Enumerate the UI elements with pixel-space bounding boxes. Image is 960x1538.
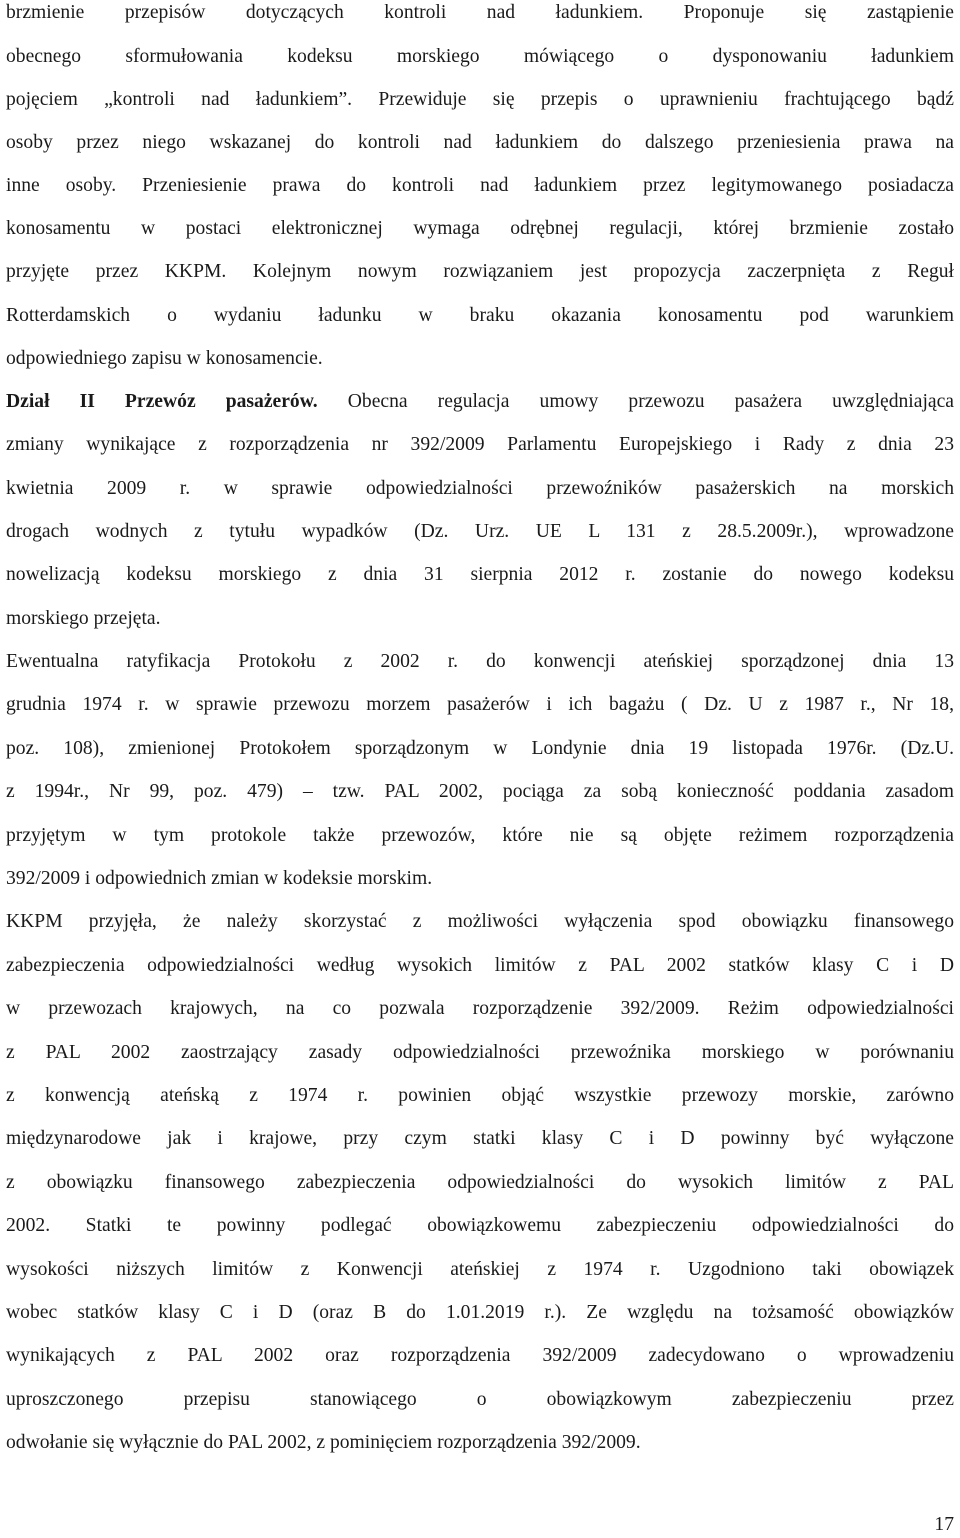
text-line: odwołanie się wyłącznie do PAL 2002, z pominięciem rozporządzenia 392/2009.	[6, 1432, 641, 1453]
text-line: w przewozach krajowych, na co pozwala rozporządzenie 392/2009. Reżim odpowiedzialności	[6, 998, 954, 1019]
text-line: pojęciem „kontroli nad ładunkiem”. Przewiduje się przepis o uprawnieniu frachtującego bądź	[6, 89, 954, 110]
text-line: z 1994r., Nr 99, poz. 479) – tzw. PAL 2002, pociąga za sobą konieczność poddania zasadom	[6, 781, 954, 802]
text-line: wobec statków klasy C i D (oraz B do 1.01.2019 r.). Ze względu na tożsamość obowiązków	[6, 1302, 954, 1323]
text-line: poz. 108), zmienionej Protokołem sporządzonym w Londynie dnia 19 listopada 1976r. (Dz.U.	[6, 738, 954, 759]
text-line: grudnia 1974 r. w sprawie przewozu morzem pasażerów i ich bagażu ( Dz. U z 1987 r., Nr 18,	[6, 694, 954, 715]
text-line: uproszczonego przepisu stanowiącego o obowiązkowym zabezpieczeniu przez	[6, 1389, 954, 1410]
page-number: 17	[934, 1514, 954, 1535]
text-line: przyjęte przez KKPM. Kolejnym nowym rozwiązaniem jest propozycja zaczerpnięta z Reguł	[6, 261, 954, 282]
text-line: drogach wodnych z tytułu wypadków (Dz. Urz. UE L 131 z 28.5.2009r.), wprowadzone	[6, 521, 954, 542]
section-line	[6, 387, 954, 417]
text-line: odpowiedniego zapisu w konosamencie.	[6, 348, 323, 369]
text-line: przyjętym w tym protokole także przewozów, które nie są objęte reżimem rozporządzenia	[6, 825, 954, 846]
section-intro: Obecna regulacja umowy przewozu pasażera uwzględniająca	[347, 391, 954, 412]
text-line: zabezpieczenia odpowiedzialności według wysokich limitów z PAL 2002 statków klasy C i D	[6, 955, 954, 976]
text-line: morskiego przejęta.	[6, 608, 161, 629]
text-line: brzmienie przepisów dotyczących kontroli nad ładunkiem. Proponuje się zastąpienie	[6, 2, 954, 23]
section-heading: Dział II Przewóz pasażerów.	[6, 391, 318, 412]
text-line: z obowiązku finansowego zabezpieczenia odpowiedzialności do wysokich limitów z PAL	[6, 1172, 954, 1193]
text-line: osoby przez niego wskazanej do kontroli nad ładunkiem do dalszego przeniesienia prawa na	[6, 132, 954, 153]
text-line: obecnego sformułowania kodeksu morskiego mówiącego o dysponowaniu ładunkiem	[6, 46, 954, 67]
text-line: konosamentu w postaci elektronicznej wymaga odrębnej regulacji, której brzmienie zostało	[6, 218, 954, 239]
text-line: KKPM przyjęła, że należy skorzystać z możliwości wyłączenia spod obowiązku finansowego	[6, 911, 954, 932]
text-line: zmiany wynikające z rozporządzenia nr 392/2009 Parlamentu Europejskiego i Rady z dnia 23	[6, 434, 954, 455]
text-line: inne osoby. Przeniesienie prawa do kontroli nad ładunkiem przez legitymowanego posiadacza	[6, 175, 954, 196]
text-line: Rotterdamskich o wydaniu ładunku w braku okazania konosamentu pod warunkiem	[6, 305, 954, 326]
text-line: 392/2009 i odpowiednich zmian w kodeksie morskim.	[6, 868, 433, 889]
text-line: kwietnia 2009 r. w sprawie odpowiedzialności przewoźników pasażerskich na morskich	[6, 478, 954, 499]
text-line: nowelizacją kodeksu morskiego z dnia 31 sierpnia 2012 r. zostanie do nowego kodeksu	[6, 564, 954, 585]
text-line: z PAL 2002 zaostrzający zasady odpowiedzialności przewoźnika morskiego w porównaniu	[6, 1042, 954, 1063]
text-line: z konwencją ateńską z 1974 r. powinien objąć wszystkie przewozy morskie, zarówno	[6, 1085, 954, 1106]
text-line: międzynarodowe jak i krajowe, przy czym statki klasy C i D powinny być wyłączone	[6, 1128, 954, 1149]
text-line: wysokości niższych limitów z Konwencji ateńskiej z 1974 r. Uzgodniono taki obowiązek	[6, 1259, 954, 1280]
text-line: 2002. Statki te powinny podlegać obowiązkowemu zabezpieczeniu odpowiedzialności do	[6, 1215, 954, 1236]
text-line: wynikających z PAL 2002 oraz rozporządzenia 392/2009 zadecydowano o wprowadzeniu	[6, 1345, 954, 1366]
text-line: Ewentualna ratyfikacja Protokołu z 2002 r. do konwencji ateńskiej sporządzonej dnia 13	[6, 651, 954, 672]
